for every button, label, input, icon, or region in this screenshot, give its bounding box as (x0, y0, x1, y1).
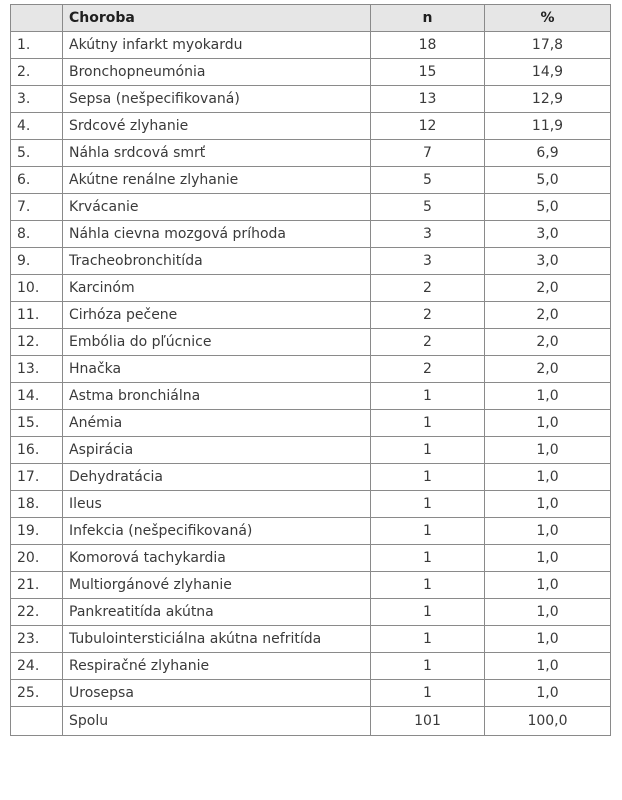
disease-name-cell: Akútne renálne zlyhanie (63, 167, 371, 194)
disease-name-cell: Ileus (63, 491, 371, 518)
count-cell: 1 (371, 464, 485, 491)
table-row (11, 86, 611, 113)
table-row (11, 32, 611, 59)
row-number-cell: 18. (11, 491, 63, 518)
disease-name-cell: Dehydratácia (63, 464, 371, 491)
count-cell: 1 (371, 653, 485, 680)
row-number-cell: 4. (11, 113, 63, 140)
percent-cell: 1,0 (485, 626, 611, 653)
disease-name-cell: Astma bronchiálna (63, 383, 371, 410)
table-row (11, 140, 611, 167)
total-percent-cell: 100,0 (485, 707, 611, 736)
table-row (11, 275, 611, 302)
count-cell: 2 (371, 275, 485, 302)
row-number-cell: 6. (11, 167, 63, 194)
percent-cell: 2,0 (485, 329, 611, 356)
percent-cell: 2,0 (485, 302, 611, 329)
count-cell: 5 (371, 167, 485, 194)
count-cell: 1 (371, 491, 485, 518)
disease-name-cell: Infekcia (nešpecifikovaná) (63, 518, 371, 545)
header-count: n (371, 5, 485, 32)
row-number-cell: 8. (11, 221, 63, 248)
row-number-cell: 20. (11, 545, 63, 572)
row-number-cell: 9. (11, 248, 63, 275)
table-header-row (11, 5, 611, 32)
row-number-cell: 19. (11, 518, 63, 545)
percent-cell: 5,0 (485, 194, 611, 221)
disease-name-cell: Srdcové zlyhanie (63, 113, 371, 140)
percent-cell: 1,0 (485, 491, 611, 518)
table-row (11, 194, 611, 221)
row-number-cell: 25. (11, 680, 63, 707)
percent-cell: 1,0 (485, 383, 611, 410)
disease-name-cell: Karcinóm (63, 275, 371, 302)
table-row (11, 437, 611, 464)
table-row (11, 545, 611, 572)
row-number-cell: 10. (11, 275, 63, 302)
count-cell: 12 (371, 113, 485, 140)
disease-name-cell: Náhla cievna mozgová príhoda (63, 221, 371, 248)
table-row (11, 329, 611, 356)
disease-name-cell: Urosepsa (63, 680, 371, 707)
row-number-cell: 12. (11, 329, 63, 356)
count-cell: 1 (371, 437, 485, 464)
row-number-cell: 2. (11, 59, 63, 86)
table-row (11, 680, 611, 707)
row-number-cell: 23. (11, 626, 63, 653)
count-cell: 1 (371, 383, 485, 410)
row-number-cell: 13. (11, 356, 63, 383)
table-row (11, 302, 611, 329)
count-cell: 3 (371, 248, 485, 275)
table-row (11, 464, 611, 491)
row-number-cell: 5. (11, 140, 63, 167)
table-body (11, 32, 611, 736)
percent-cell: 5,0 (485, 167, 611, 194)
disease-name-cell: Embólia do pľúcnice (63, 329, 371, 356)
percent-cell: 12,9 (485, 86, 611, 113)
percent-cell: 14,9 (485, 59, 611, 86)
row-number-cell: 24. (11, 653, 63, 680)
count-cell: 13 (371, 86, 485, 113)
disease-name-cell: Pankreatitída akútna (63, 599, 371, 626)
table-row (11, 410, 611, 437)
table-row (11, 572, 611, 599)
disease-name-cell: Respiračné zlyhanie (63, 653, 371, 680)
percent-cell: 1,0 (485, 464, 611, 491)
table-row (11, 113, 611, 140)
percent-cell: 1,0 (485, 545, 611, 572)
percent-cell: 17,8 (485, 32, 611, 59)
total-count-cell: 101 (371, 707, 485, 736)
row-number-cell: 3. (11, 86, 63, 113)
row-number-cell: 11. (11, 302, 63, 329)
percent-cell: 2,0 (485, 356, 611, 383)
table-row (11, 59, 611, 86)
disease-name-cell: Multiorgánové zlyhanie (63, 572, 371, 599)
table-row (11, 248, 611, 275)
disease-name-cell: Sepsa (nešpecifikovaná) (63, 86, 371, 113)
table-row (11, 491, 611, 518)
table-row (11, 383, 611, 410)
row-number-cell: 16. (11, 437, 63, 464)
count-cell: 2 (371, 329, 485, 356)
count-cell: 3 (371, 221, 485, 248)
count-cell: 1 (371, 518, 485, 545)
table-row (11, 221, 611, 248)
row-number-cell: 7. (11, 194, 63, 221)
disease-name-cell: Cirhóza pečene (63, 302, 371, 329)
count-cell: 1 (371, 545, 485, 572)
percent-cell: 3,0 (485, 248, 611, 275)
disease-name-cell: Anémia (63, 410, 371, 437)
count-cell: 1 (371, 626, 485, 653)
count-cell: 15 (371, 59, 485, 86)
total-label-cell: Spolu (63, 707, 371, 736)
table-row (11, 167, 611, 194)
disease-name-cell: Bronchopneumónia (63, 59, 371, 86)
count-cell: 2 (371, 302, 485, 329)
table-row (11, 626, 611, 653)
disease-name-cell: Komorová tachykardia (63, 545, 371, 572)
disease-name-cell: Krvácanie (63, 194, 371, 221)
percent-cell: 1,0 (485, 572, 611, 599)
disease-table-container (10, 4, 610, 736)
disease-name-cell: Tracheobronchitída (63, 248, 371, 275)
count-cell: 1 (371, 599, 485, 626)
row-number-cell: 22. (11, 599, 63, 626)
row-number-cell: 21. (11, 572, 63, 599)
disease-name-cell: Hnačka (63, 356, 371, 383)
row-number-cell: 17. (11, 464, 63, 491)
header-percent: % (485, 5, 611, 32)
percent-cell: 6,9 (485, 140, 611, 167)
total-row (11, 707, 611, 736)
table-row (11, 599, 611, 626)
count-cell: 5 (371, 194, 485, 221)
header-disease: Choroba (63, 5, 371, 32)
count-cell: 1 (371, 680, 485, 707)
percent-cell: 1,0 (485, 680, 611, 707)
percent-cell: 1,0 (485, 410, 611, 437)
percent-cell: 11,9 (485, 113, 611, 140)
percent-cell: 2,0 (485, 275, 611, 302)
disease-table (10, 4, 611, 736)
percent-cell: 1,0 (485, 599, 611, 626)
count-cell: 1 (371, 572, 485, 599)
disease-name-cell: Tubulointersticiálna akútna nefritída (63, 626, 371, 653)
table-row (11, 653, 611, 680)
disease-name-cell: Aspirácia (63, 437, 371, 464)
percent-cell: 1,0 (485, 518, 611, 545)
count-cell: 1 (371, 410, 485, 437)
total-number-cell (11, 707, 63, 736)
table-row (11, 518, 611, 545)
row-number-cell: 14. (11, 383, 63, 410)
disease-name-cell: Akútny infarkt myokardu (63, 32, 371, 59)
percent-cell: 1,0 (485, 437, 611, 464)
header-number (11, 5, 63, 32)
table-row (11, 356, 611, 383)
percent-cell: 3,0 (485, 221, 611, 248)
percent-cell: 1,0 (485, 653, 611, 680)
count-cell: 2 (371, 356, 485, 383)
disease-name-cell: Náhla srdcová smrť (63, 140, 371, 167)
count-cell: 7 (371, 140, 485, 167)
row-number-cell: 1. (11, 32, 63, 59)
count-cell: 18 (371, 32, 485, 59)
row-number-cell: 15. (11, 410, 63, 437)
